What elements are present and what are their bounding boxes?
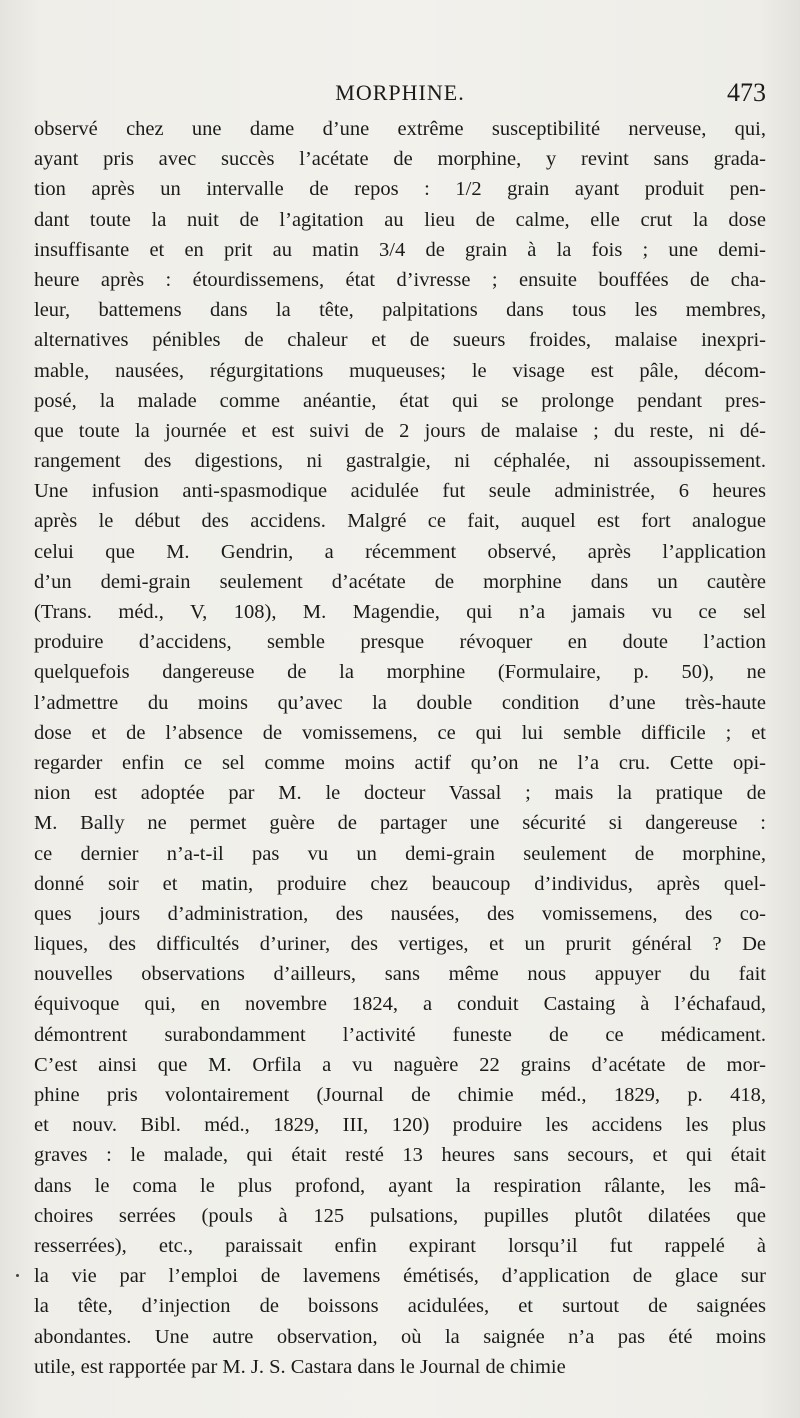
text-line: la vie par l’emploi de lavemens émétisés, d’application de glace sur: [34, 1265, 766, 1288]
text-line: mable, nausées, régurgitations muqueuses; le visage est pâle, décom-: [34, 359, 766, 382]
text-line: ques jours d’administration, des nausées, des vomissemens, des co-: [34, 902, 766, 925]
ink-speck: [16, 1274, 19, 1277]
text-line: alternatives pénibles de chaleur et de sueurs froides, malaise inexpri-: [34, 329, 766, 352]
text-line: graves : le malade, qui était resté 13 heures sans secours, et qui était: [34, 1144, 766, 1167]
text-line: et nouv. Bibl. méd., 1829, III, 120) produire les accidens les plus: [34, 1114, 766, 1137]
text-line: quelquefois dangereuse de la morphine (Formulaire, p. 50), ne: [34, 661, 766, 684]
text-line: dant toute la nuit de l’agitation au lieu de calme, elle crut la dose: [34, 208, 766, 231]
text-line: l’admettre du moins qu’avec la double condition d’une très-haute: [34, 691, 766, 714]
text-line: que toute la journée et est suivi de 2 jours de malaise ; du reste, ni dé-: [34, 419, 766, 442]
text-line: phine pris volontairement (Journal de chimie méd., 1829, p. 418,: [34, 1084, 766, 1106]
text-line: la tête, d’injection de boissons acidulées, et surtout de saignées: [34, 1295, 766, 1318]
text-line: rangement des digestions, ni gastralgie, ni céphalée, ni assoupissement.: [34, 450, 766, 473]
text-line: d’un demi-grain seulement d’acétate de morphine dans un cautère: [34, 570, 766, 593]
text-line: posé, la malade comme anéantie, état qui se prolonge pendant pres-: [34, 389, 766, 412]
text-line: choires serrées (pouls à 125 pulsations, pupilles plutôt dilatées que: [34, 1204, 766, 1227]
text-line: produire d’accidens, semble presque révoquer en doute l’action: [34, 631, 766, 654]
running-title: MORPHINE.: [335, 80, 465, 105]
text-line: insuffisante et en prit au matin 3/4 de grain à la fois ; une demi-: [34, 238, 766, 261]
text-line: heure après : étourdissemens, état d’ivresse ; ensuite bouffées de cha-: [34, 268, 766, 291]
text-line: celui que M. Gendrin, a récemment observé, après l’application: [34, 540, 766, 563]
text-line: resserrées), etc., paraissait enfin expirant lorsqu’il fut rappelé à: [34, 1234, 766, 1257]
text-line: équivoque qui, en novembre 1824, a conduit Castaing à l’échafaud,: [34, 993, 766, 1016]
text-line: M. Bally ne permet guère de partager une sécurité si dangereuse :: [34, 812, 766, 835]
text-line: C’est ainsi que M. Orfila a vu naguère 22 grains d’acétate de mor-: [34, 1053, 766, 1076]
text-line: dose et de l’absence de vomissemens, ce qui lui semble difficile ; et: [34, 721, 766, 744]
text-line: liques, des difficultés d’uriner, des vertiges, et un prurit général ? De: [34, 933, 766, 956]
text-line: tion après un intervalle de repos : 1/2 grain ayant produit pen-: [34, 178, 766, 201]
text-line: leur, battemens dans la tête, palpitations dans tous les membres,: [34, 299, 766, 322]
text-line: nouvelles observations d’ailleurs, sans même nous appuyer du fait: [34, 963, 766, 986]
text-line: observé chez une dame d’une extrême susceptibilité nerveuse, qui,: [34, 118, 766, 140]
text-line: ce dernier n’a-t-il pas vu un demi-grain seulement de morphine,: [34, 842, 766, 865]
text-line: regarder enfin ce sel comme moins actif qu’on ne l’a cru. Cette opi-: [34, 751, 766, 774]
text-line: (Trans. méd., V, 108), M. Magendie, qui n’a jamais vu ce sel: [34, 601, 766, 623]
text-line: abondantes. Une autre observation, où la saignée n’a pas été moins: [34, 1325, 766, 1348]
text-line: dans le coma le plus profond, ayant la respiration râlante, les mâ-: [34, 1174, 766, 1197]
body-text: [34, 114, 766, 1382]
text-line: ayant pris avec succès l’acétate de morphine, y revint sans grada-: [34, 148, 766, 171]
text-line: après le début des accidens. Malgré ce fait, auquel est fort analogue: [34, 510, 766, 533]
text-line: démontrent surabondamment l’activité funeste de ce médicament.: [34, 1023, 766, 1046]
text-line: utile, est rapportée par M. J. S. Castara dans le Journal de chimie: [34, 1355, 566, 1378]
text-line: nion est adoptée par M. le docteur Vassal ; mais la pratique de: [34, 782, 766, 805]
text-line: Une infusion anti-spasmodique acidulée fut seule administrée, 6 heures: [34, 480, 766, 503]
page-header: [34, 80, 766, 114]
text-line: donné soir et matin, produire chez beaucoup d’individus, après quel-: [34, 872, 766, 895]
page-number: 473: [727, 78, 766, 107]
